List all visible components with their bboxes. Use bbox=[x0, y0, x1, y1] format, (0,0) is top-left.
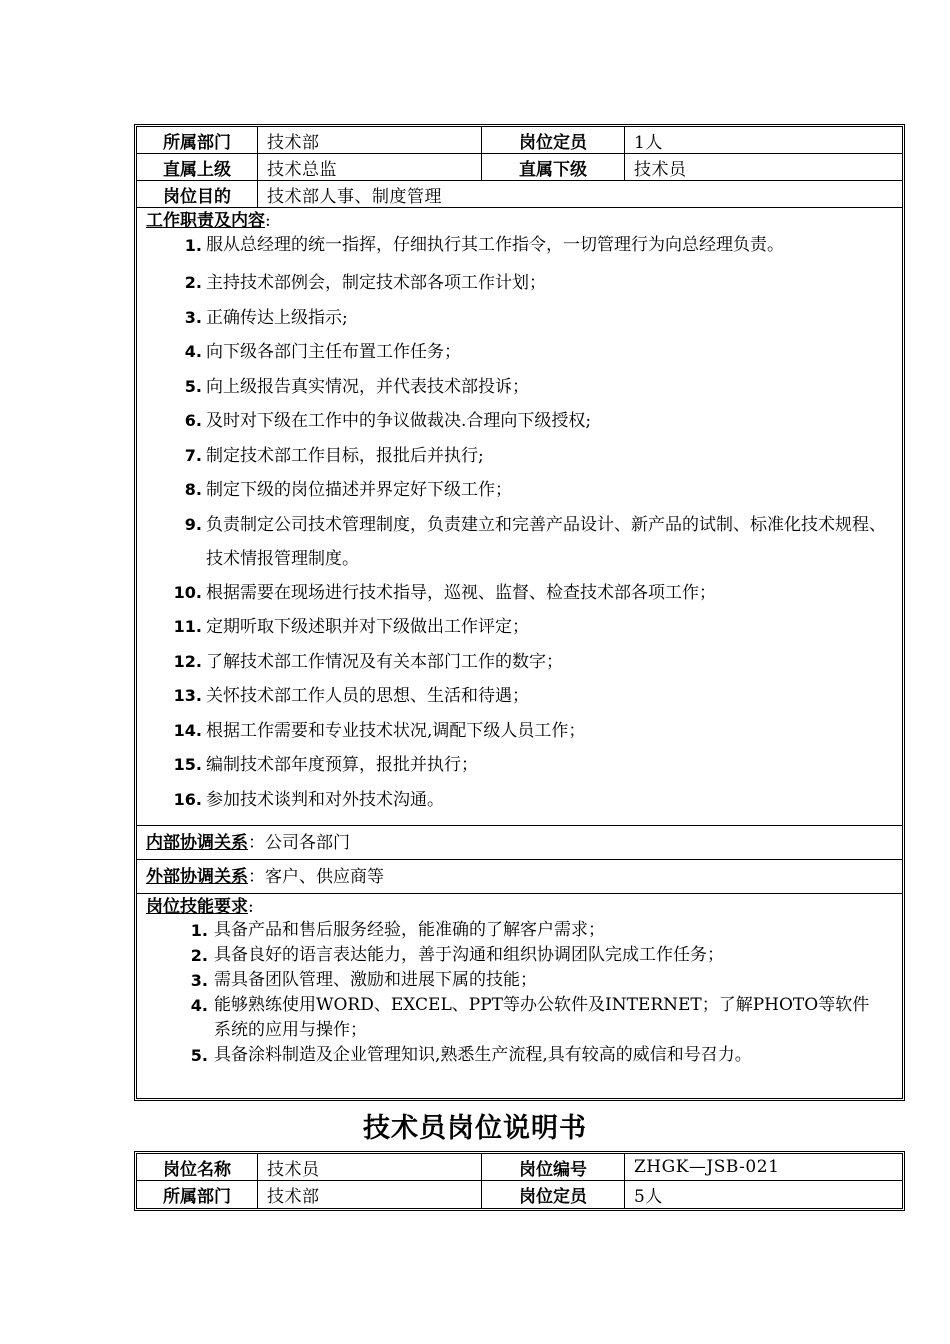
skills-title: 岗位技能要求 bbox=[146, 897, 248, 917]
list-item: 5. 具备涂料制造及企业管理知识,熟悉生产流程,具有较高的威信和号召力。 bbox=[190, 1045, 752, 1065]
department-value: 技术部 bbox=[258, 127, 482, 153]
list-item: 5. 向上级报告真实情况，并代表技术部投诉； bbox=[184, 376, 529, 397]
internal-relations-row: 内部协调关系：公司各部门 bbox=[137, 826, 902, 860]
table-row bbox=[137, 127, 902, 154]
position-code-value: ZHGK—JSB-021 bbox=[634, 1157, 780, 1177]
position-name-label: 岗位名称 bbox=[137, 1154, 258, 1180]
list-item: 4. 向下级各部门主任布置工作任务； bbox=[184, 342, 461, 362]
list-item: 14. 根据工作需要和专业技术状况,调配下级人员工作； bbox=[173, 720, 586, 741]
duties-colon: : bbox=[265, 211, 271, 231]
position-code-label: 岗位编号 bbox=[482, 1154, 625, 1180]
job-description-table bbox=[134, 124, 905, 1101]
external-relations-value: 客户、供应商等 bbox=[265, 867, 384, 887]
list-item: 10. 根据需要在现场进行技术指导，巡视、监督、检查技术部各项工作； bbox=[173, 582, 716, 603]
external-relations-title: 外部协调关系 bbox=[146, 867, 248, 887]
table-row bbox=[137, 181, 902, 208]
superior-value: 技术总监 bbox=[258, 154, 482, 180]
list-item: 11. 定期听取下级述职并对下级做出工作评定； bbox=[173, 617, 529, 637]
skills-section: 岗位技能要求: 1. 具备产品和售后服务经验，能准确的了解客户需求； 2. 具备良好的语言表达能力，善于沟通和组织协调团队完成工作任务； 3. 需具备团队管理、激励和进展下属的技能； 4. 能够熟练使用WORD、EXCEL、PPT等办公软件及INTERNET；了解PHOTO等软件系统的应用与操作； 5. 具备涂料制造及企业管理知识,熟悉生产流程,具有较高的威信和号召力。 bbox=[137, 894, 902, 1098]
headcount-value: 5人 bbox=[634, 1187, 663, 1207]
list-item: 12. 了解技术部工作情况及有关本部门工作的数字； bbox=[173, 651, 563, 672]
internal-relations-title: 内部协调关系 bbox=[146, 833, 248, 853]
list-item: 6. 及时对下级在工作中的争议做裁决.合理向下级授权; bbox=[184, 411, 592, 431]
list-item: 9. 负责制定公司技术管理制度，负责建立和完善产品设计、新产品的试制、标准化技术规程、技术情报管理制度。 bbox=[184, 514, 886, 569]
list-item: 1. 具备产品和售后服务经验，能准确的了解客户需求； bbox=[190, 920, 605, 940]
technician-info-table bbox=[134, 1151, 905, 1211]
skills-list bbox=[146, 918, 902, 1068]
list-item: 7. 制定技术部工作目标，报批后并执行; bbox=[184, 445, 484, 466]
external-relations-row: 外部协调关系：客户、供应商等 bbox=[137, 860, 902, 894]
list-item: 1. 服从总经理的统一指挥，仔细执行其工作指令，一切管理行为向总经理负责。 bbox=[184, 235, 784, 255]
duties-title: 工作职责及内容 bbox=[146, 211, 265, 231]
purpose-label: 岗位目的 bbox=[137, 181, 258, 207]
list-item: 13. 关怀技术部工作人员的思想、生活和待遇； bbox=[173, 686, 529, 706]
list-item: 15. 编制技术部年度预算，报批并执行； bbox=[173, 755, 478, 775]
list-item: 8. 制定下级的岗位描述并界定好下级工作； bbox=[184, 480, 512, 500]
list-item: 3. 需具备团队管理、激励和进展下属的技能； bbox=[190, 970, 537, 990]
superior-label: 直属上级 bbox=[137, 154, 258, 180]
purpose-value: 技术部人事、制度管理 bbox=[267, 186, 442, 207]
department-value: 技术部 bbox=[258, 1181, 482, 1208]
duties-list bbox=[146, 232, 902, 817]
department-label: 所属部门 bbox=[137, 1181, 258, 1208]
document-title: 技术员岗位说明书 bbox=[363, 1113, 587, 1144]
duties-section bbox=[137, 208, 902, 826]
headcount-value: 1人 bbox=[634, 132, 663, 153]
table-row bbox=[137, 1154, 902, 1181]
table-row bbox=[137, 1181, 902, 1208]
list-item: 16. 参加技术谈判和对外技术沟通。 bbox=[173, 789, 444, 810]
headcount-label: 岗位定员 bbox=[482, 1181, 625, 1208]
subordinate-value: 技术员 bbox=[634, 159, 687, 180]
department-label: 所属部门 bbox=[137, 127, 258, 153]
position-name-value: 技术员 bbox=[258, 1154, 482, 1180]
list-item: 3. 正确传达上级指示; bbox=[184, 307, 348, 328]
table-row bbox=[137, 154, 902, 181]
subordinate-label: 直属下级 bbox=[482, 154, 625, 180]
list-item: 4. 能够熟练使用WORD、EXCEL、PPT等办公软件及INTERNET；了解PHOTO等软件系统的应用与操作； bbox=[190, 995, 870, 1040]
headcount-label: 岗位定员 bbox=[482, 127, 625, 153]
list-item: 2. 主持技术部例会，制定技术部各项工作计划； bbox=[184, 273, 546, 293]
internal-relations-value: 公司各部门 bbox=[265, 833, 350, 853]
list-item: 2. 具备良好的语言表达能力，善于沟通和组织协调团队完成工作任务； bbox=[190, 945, 724, 965]
